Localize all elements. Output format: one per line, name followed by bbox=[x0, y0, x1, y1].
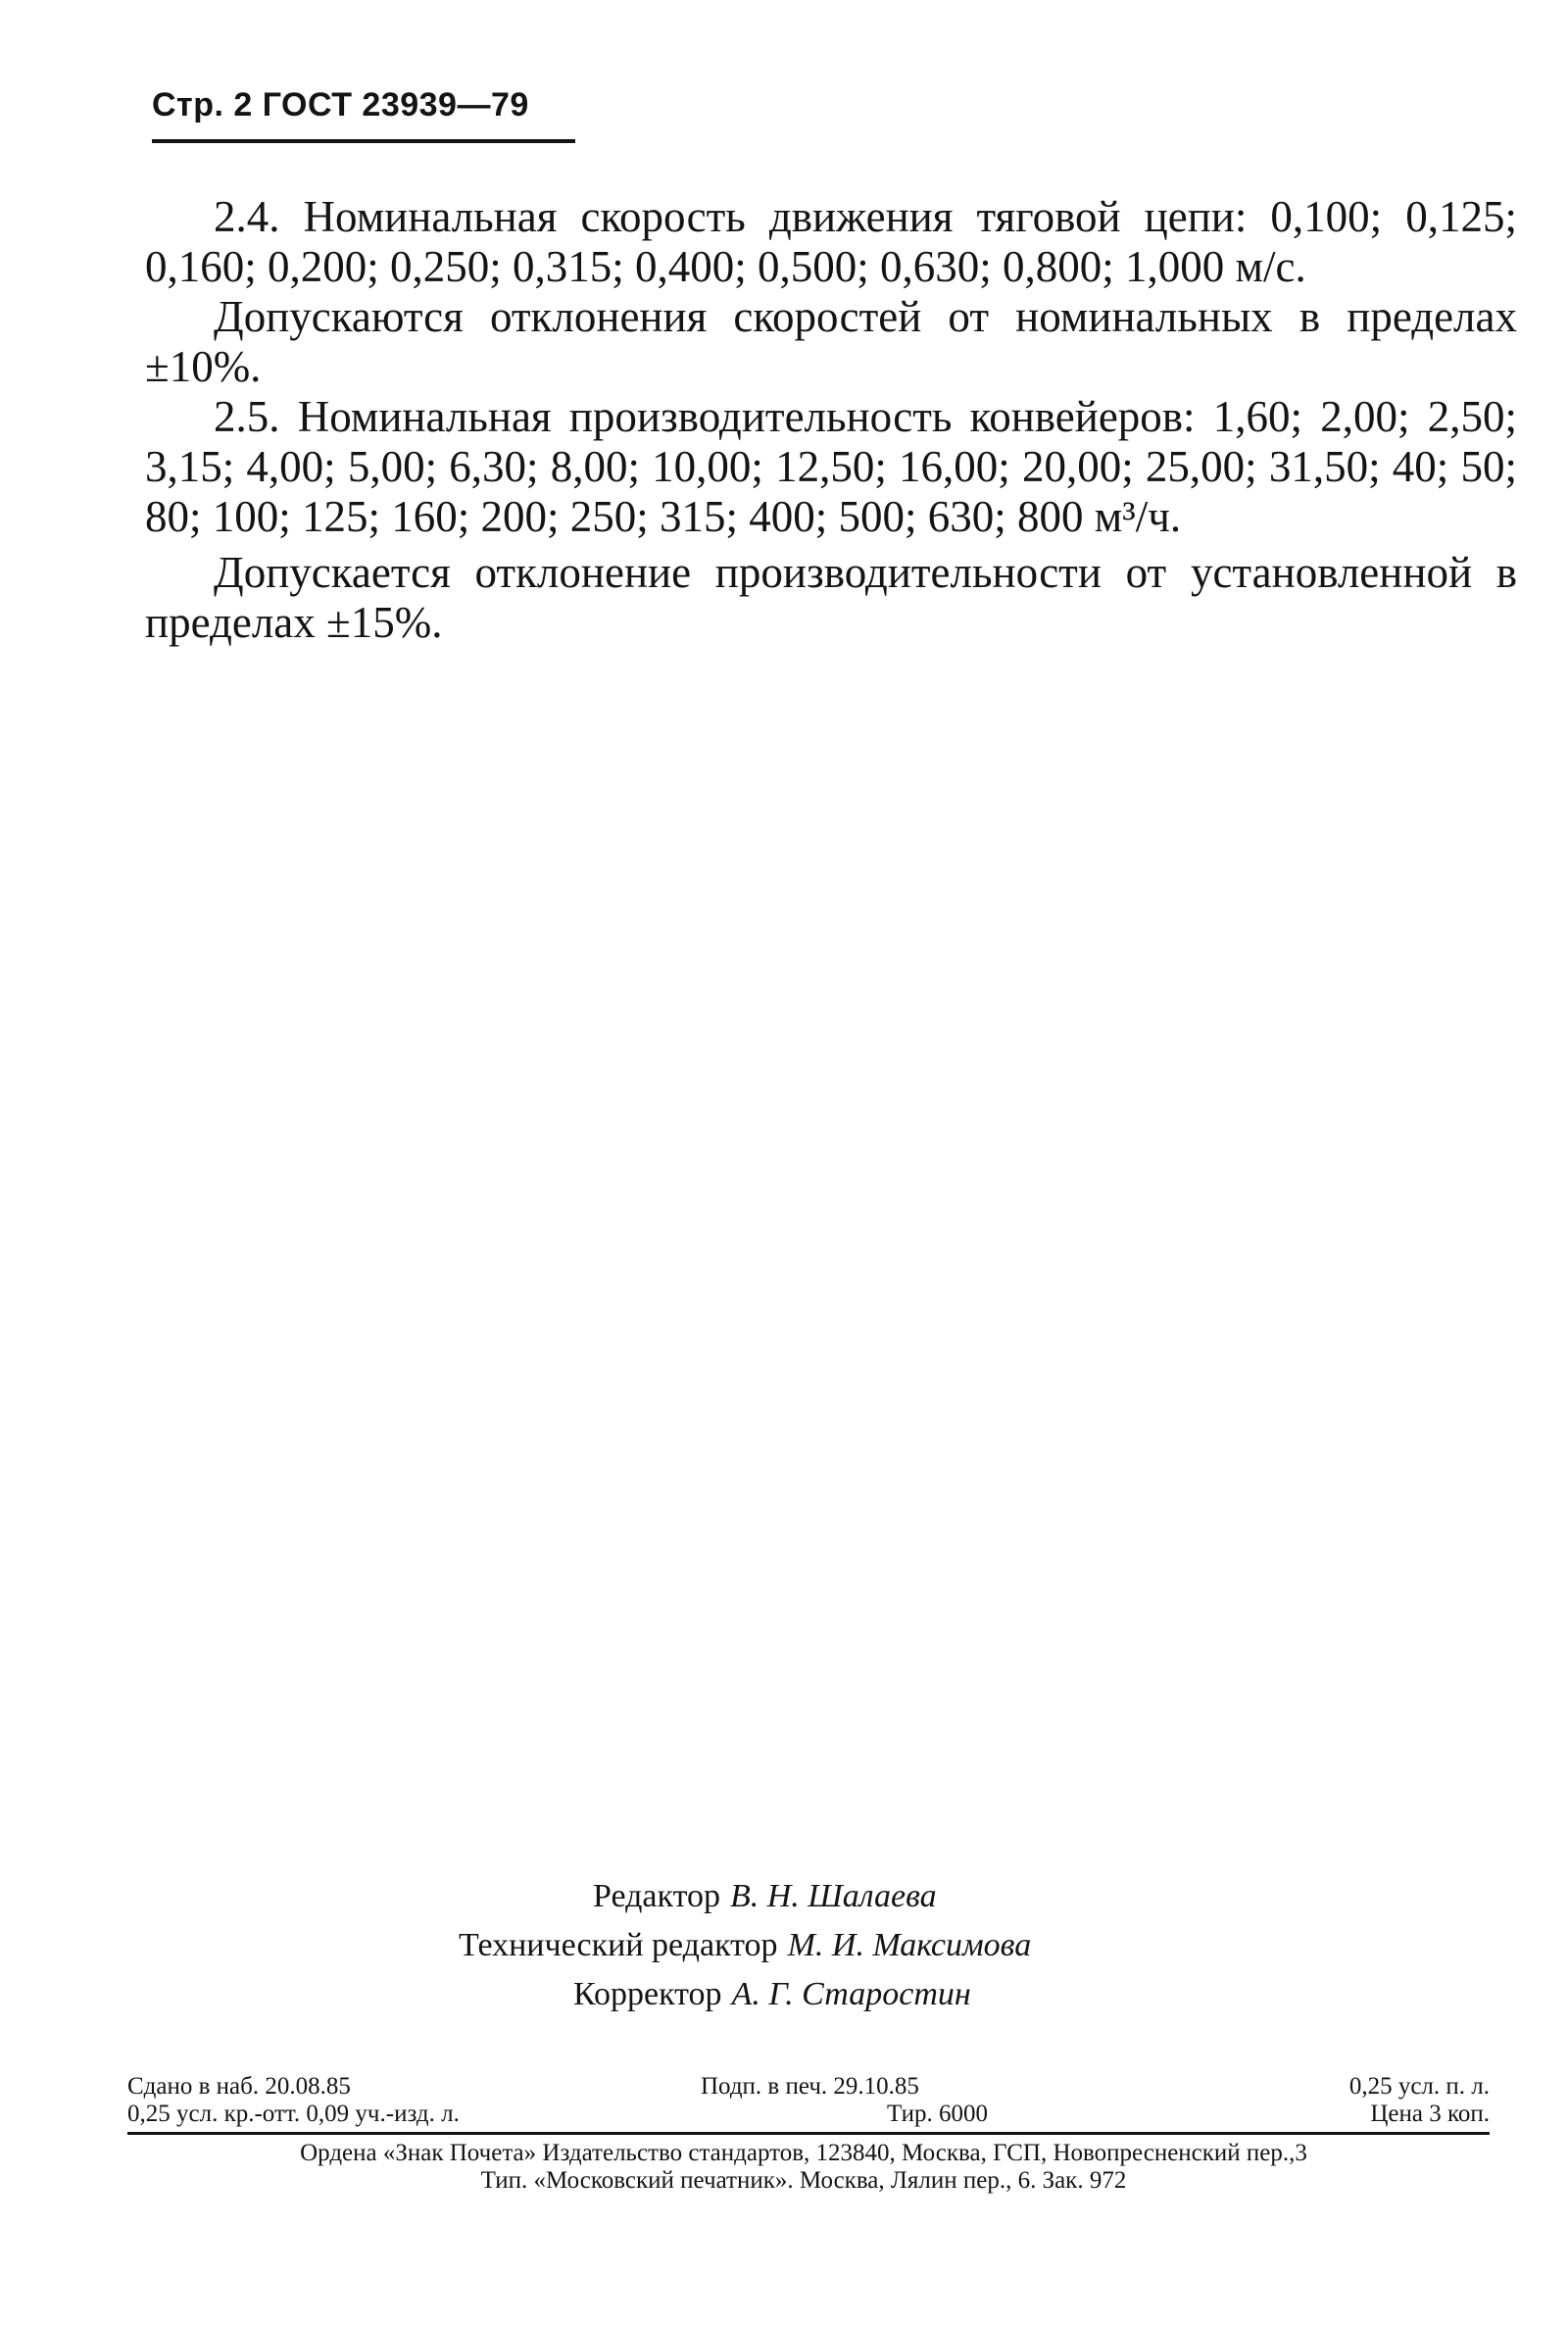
credit-editor bbox=[593, 1872, 937, 1921]
credit-corrector bbox=[573, 1970, 971, 2019]
publisher-line: Ордена «Знак Почета» Издательство стандартов, 123840, Москва, ГСП, Новопресненский пер.,3 bbox=[300, 2140, 1307, 2166]
price: Цена 3 коп. bbox=[1370, 2101, 1490, 2127]
section-2-5: 2.5. Номинальная производительность конвейеров: 1,60; 2,00; 2,50; 3,15; 4,00; 5,00; 6,30; 8,00; 10,00; 12,50; 16,00; 20,00; 25,00; 31,50; 40; 50; 80; 100; 125; 160; 200; 250; 315; 400; 500; 630; 800 м³/ч. bbox=[145, 392, 1517, 541]
signed-date: Подп. в печ. 29.10.85 bbox=[701, 2073, 919, 2100]
section-2-5-note: Допускается отклонение производительности от установленной в пределах ±15%. bbox=[145, 548, 1517, 647]
credit-name: М. И. Максимова bbox=[787, 1927, 1032, 1963]
credit-role: Технический редактор bbox=[459, 1927, 778, 1963]
printer-line: Тип. «Московский печатник». Москва, Лялин пер., 6. Зак. 972 bbox=[480, 2167, 1127, 2194]
document-body bbox=[145, 192, 1517, 648]
header-divider bbox=[152, 139, 575, 143]
imprint-divider bbox=[127, 2132, 1490, 2135]
imprint-row bbox=[127, 2101, 1490, 2128]
imprint-row bbox=[127, 2073, 1490, 2101]
credit-name: А. Г. Старостин bbox=[731, 1976, 971, 2012]
credit-role: Корректор bbox=[573, 1976, 722, 2012]
section-2-4: 2.4. Номинальная скорость движения тяговой цепи: 0,100; 0,125; 0,160; 0,200; 0,250; 0,315; 0,400; 0,500; 0,630; 0,800; 1,000 м/с. bbox=[145, 192, 1517, 291]
publisher-block bbox=[118, 2140, 1490, 2195]
submitted-date: Сдано в наб. 20.08.85 bbox=[127, 2073, 351, 2100]
credit-name: В. Н. Шалаева bbox=[729, 1878, 937, 1914]
circulation: Тир. 6000 bbox=[887, 2101, 989, 2127]
credit-role: Редактор bbox=[593, 1878, 720, 1914]
page-header: Стр. 2 ГОСТ 23939—79 bbox=[152, 86, 529, 124]
credit-tech-editor bbox=[459, 1921, 1031, 1970]
section-2-4-note: Допускаются отклонения скоростей от номинальных в пределах ±10%. bbox=[145, 292, 1517, 391]
sheet-count-detail: 0,25 усл. кр.-отт. 0,09 уч.-изд. л. bbox=[127, 2101, 460, 2127]
sheet-count: 0,25 усл. п. л. bbox=[1348, 2073, 1490, 2100]
imprint-block bbox=[127, 2073, 1490, 2128]
